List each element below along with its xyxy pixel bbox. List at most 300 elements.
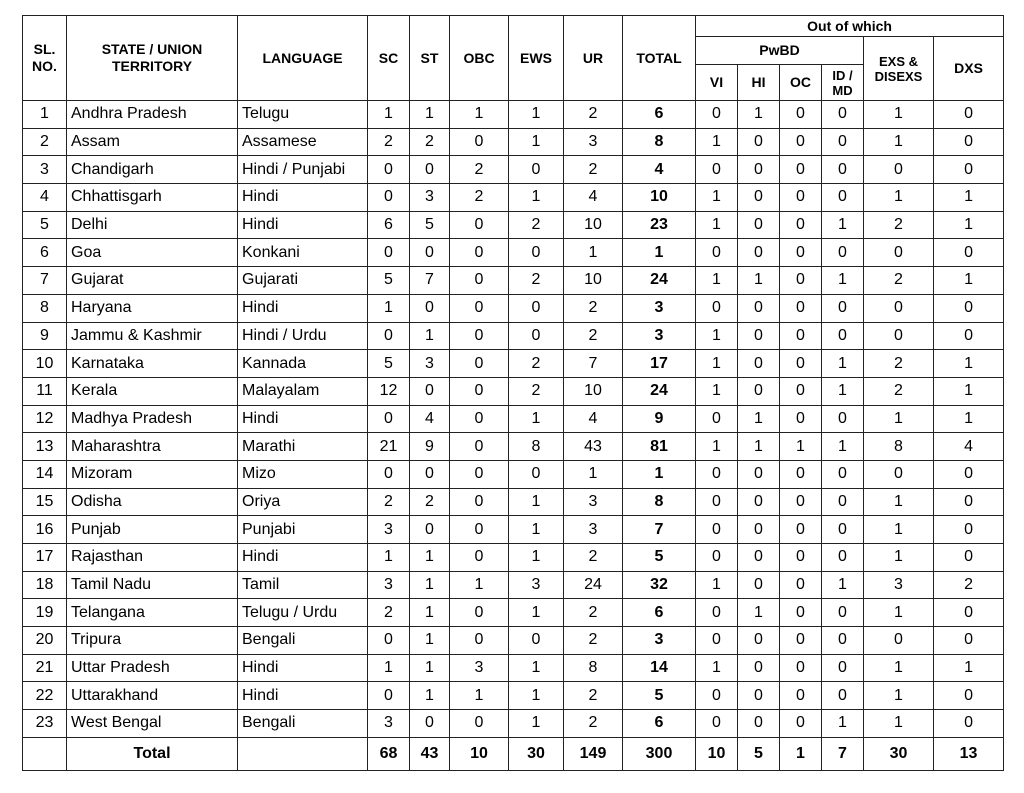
cell-dxs: 0 — [934, 101, 1004, 129]
cell-dxs: 2 — [934, 571, 1004, 599]
cell-hi: 0 — [738, 211, 780, 239]
cell-st: 0 — [410, 156, 450, 184]
cell-total: 3 — [623, 294, 696, 322]
cell-hi: 0 — [738, 294, 780, 322]
cell-language: Hindi / Punjabi — [238, 156, 368, 184]
cell-state: Kerala — [67, 377, 238, 405]
cell-ur: 10 — [564, 267, 623, 295]
cell-total: 5 — [623, 682, 696, 710]
cell-oc: 0 — [780, 239, 822, 267]
cell-total: 81 — [623, 433, 696, 461]
cell-ur: 24 — [564, 571, 623, 599]
cell-language: Hindi — [238, 654, 368, 682]
cell-language: Telugu — [238, 101, 368, 129]
total-obc: 10 — [450, 737, 509, 770]
cell-ur: 3 — [564, 488, 623, 516]
cell-exs: 0 — [864, 156, 934, 184]
cell-state: Haryana — [67, 294, 238, 322]
cell-sc: 12 — [368, 377, 410, 405]
cell-obc: 0 — [450, 627, 509, 655]
cell-state: Uttarakhand — [67, 682, 238, 710]
cell-sc: 5 — [368, 267, 410, 295]
cell-sc: 0 — [368, 184, 410, 212]
cell-obc: 0 — [450, 128, 509, 156]
cell-ur: 8 — [564, 654, 623, 682]
total-id-md: 7 — [822, 737, 864, 770]
cell-sc: 1 — [368, 544, 410, 572]
cell-ews: 0 — [509, 294, 564, 322]
cell-exs: 1 — [864, 599, 934, 627]
cell-ur: 2 — [564, 544, 623, 572]
cell-sl-no: 13 — [23, 433, 67, 461]
cell-state: Chhattisgarh — [67, 184, 238, 212]
cell-dxs: 0 — [934, 627, 1004, 655]
cell-exs: 1 — [864, 654, 934, 682]
table-row — [23, 184, 1004, 212]
cell-dxs: 1 — [934, 405, 1004, 433]
cell-state: Karnataka — [67, 350, 238, 378]
cell-total: 7 — [623, 516, 696, 544]
cell-vi: 1 — [696, 350, 738, 378]
cell-exs: 1 — [864, 101, 934, 129]
total-exs: 30 — [864, 737, 934, 770]
cell-hi: 1 — [738, 405, 780, 433]
cell-obc: 1 — [450, 101, 509, 129]
cell-oc: 0 — [780, 101, 822, 129]
cell-obc: 0 — [450, 377, 509, 405]
cell-st: 0 — [410, 294, 450, 322]
table-row — [23, 516, 1004, 544]
cell-ews: 0 — [509, 156, 564, 184]
table-header — [23, 16, 1004, 101]
total-total: 300 — [623, 737, 696, 770]
cell-exs: 1 — [864, 184, 934, 212]
cell-obc: 0 — [450, 405, 509, 433]
cell-id-md: 1 — [822, 267, 864, 295]
cell-st: 7 — [410, 267, 450, 295]
cell-hi: 0 — [738, 710, 780, 738]
cell-sl-no: 7 — [23, 267, 67, 295]
cell-ur: 2 — [564, 710, 623, 738]
cell-sl-no: 15 — [23, 488, 67, 516]
cell-vi: 0 — [696, 239, 738, 267]
cell-vi: 1 — [696, 267, 738, 295]
cell-ur: 43 — [564, 433, 623, 461]
cell-exs: 0 — [864, 239, 934, 267]
cell-language: Hindi — [238, 544, 368, 572]
cell-ews: 2 — [509, 211, 564, 239]
cell-total: 4 — [623, 156, 696, 184]
cell-total: 8 — [623, 128, 696, 156]
cell-vi: 1 — [696, 377, 738, 405]
cell-st: 3 — [410, 350, 450, 378]
cell-sc: 21 — [368, 433, 410, 461]
cell-vi: 1 — [696, 433, 738, 461]
cell-sl-no: 2 — [23, 128, 67, 156]
cell-state: Assam — [67, 128, 238, 156]
cell-exs: 2 — [864, 350, 934, 378]
total-dxs: 13 — [934, 737, 1004, 770]
cell-vi: 0 — [696, 710, 738, 738]
cell-state: Telangana — [67, 599, 238, 627]
table-row — [23, 156, 1004, 184]
cell-oc: 0 — [780, 377, 822, 405]
cell-id-md: 1 — [822, 710, 864, 738]
cell-state: Uttar Pradesh — [67, 654, 238, 682]
cell-total: 1 — [623, 239, 696, 267]
cell-dxs: 0 — [934, 128, 1004, 156]
cell-dxs: 0 — [934, 682, 1004, 710]
cell-oc: 0 — [780, 654, 822, 682]
cell-state: Andhra Pradesh — [67, 101, 238, 129]
cell-st: 0 — [410, 710, 450, 738]
cell-ews: 1 — [509, 516, 564, 544]
cell-vi: 0 — [696, 599, 738, 627]
cell-obc: 0 — [450, 350, 509, 378]
cell-dxs: 0 — [934, 294, 1004, 322]
cell-sl-no: 22 — [23, 682, 67, 710]
cell-hi: 0 — [738, 460, 780, 488]
cell-ews: 1 — [509, 654, 564, 682]
header-st: ST — [410, 16, 450, 101]
table-row — [23, 654, 1004, 682]
cell-ews: 0 — [509, 322, 564, 350]
total-vi: 10 — [696, 737, 738, 770]
cell-language: Hindi — [238, 294, 368, 322]
cell-ews: 3 — [509, 571, 564, 599]
cell-sc: 5 — [368, 350, 410, 378]
cell-dxs: 1 — [934, 377, 1004, 405]
cell-hi: 0 — [738, 488, 780, 516]
cell-oc: 0 — [780, 294, 822, 322]
cell-st: 3 — [410, 184, 450, 212]
table-row — [23, 433, 1004, 461]
cell-ur: 2 — [564, 627, 623, 655]
cell-obc: 1 — [450, 571, 509, 599]
header-pwbd: PwBD — [696, 37, 864, 65]
cell-exs: 1 — [864, 710, 934, 738]
cell-oc: 0 — [780, 682, 822, 710]
header-state: STATE / UNION TERRITORY — [67, 16, 238, 101]
cell-oc: 0 — [780, 267, 822, 295]
cell-oc: 0 — [780, 322, 822, 350]
cell-id-md: 0 — [822, 516, 864, 544]
cell-exs: 1 — [864, 405, 934, 433]
cell-sc: 2 — [368, 128, 410, 156]
cell-ews: 0 — [509, 460, 564, 488]
cell-id-md: 1 — [822, 211, 864, 239]
total-blank-cell — [23, 737, 67, 770]
total-sc: 68 — [368, 737, 410, 770]
cell-st: 0 — [410, 516, 450, 544]
table-row — [23, 322, 1004, 350]
table-row — [23, 544, 1004, 572]
cell-oc: 1 — [780, 433, 822, 461]
total-ur: 149 — [564, 737, 623, 770]
cell-language: Hindi — [238, 211, 368, 239]
cell-dxs: 0 — [934, 322, 1004, 350]
cell-id-md: 0 — [822, 322, 864, 350]
table-row — [23, 627, 1004, 655]
cell-dxs: 0 — [934, 460, 1004, 488]
cell-oc: 0 — [780, 405, 822, 433]
header-oc: OC — [780, 65, 822, 101]
cell-state: Chandigarh — [67, 156, 238, 184]
cell-dxs: 0 — [934, 516, 1004, 544]
cell-ur: 10 — [564, 211, 623, 239]
cell-vi: 0 — [696, 682, 738, 710]
cell-sl-no: 16 — [23, 516, 67, 544]
header-out-of-which: Out of which — [696, 16, 1004, 37]
cell-language: Oriya — [238, 488, 368, 516]
cell-ur: 3 — [564, 128, 623, 156]
cell-exs: 0 — [864, 294, 934, 322]
table-row — [23, 239, 1004, 267]
cell-hi: 0 — [738, 654, 780, 682]
cell-language: Bengali — [238, 710, 368, 738]
table-row — [23, 599, 1004, 627]
cell-ews: 1 — [509, 488, 564, 516]
total-blank-cell — [238, 737, 368, 770]
cell-id-md: 0 — [822, 599, 864, 627]
cell-sl-no: 6 — [23, 239, 67, 267]
cell-total: 9 — [623, 405, 696, 433]
cell-exs: 0 — [864, 460, 934, 488]
cell-obc: 0 — [450, 433, 509, 461]
cell-ews: 1 — [509, 682, 564, 710]
cell-id-md: 1 — [822, 377, 864, 405]
cell-state: Maharashtra — [67, 433, 238, 461]
table-row — [23, 128, 1004, 156]
cell-sl-no: 23 — [23, 710, 67, 738]
cell-sl-no: 1 — [23, 101, 67, 129]
cell-dxs: 0 — [934, 488, 1004, 516]
cell-dxs: 0 — [934, 156, 1004, 184]
cell-sl-no: 9 — [23, 322, 67, 350]
cell-obc: 0 — [450, 460, 509, 488]
cell-obc: 0 — [450, 294, 509, 322]
cell-hi: 1 — [738, 101, 780, 129]
cell-total: 24 — [623, 267, 696, 295]
total-st: 43 — [410, 737, 450, 770]
cell-oc: 0 — [780, 350, 822, 378]
cell-state: Tripura — [67, 627, 238, 655]
cell-sl-no: 4 — [23, 184, 67, 212]
cell-sl-no: 17 — [23, 544, 67, 572]
cell-language: Kannada — [238, 350, 368, 378]
cell-sc: 0 — [368, 322, 410, 350]
table-row — [23, 377, 1004, 405]
cell-id-md: 0 — [822, 294, 864, 322]
cell-obc: 0 — [450, 488, 509, 516]
cell-oc: 0 — [780, 184, 822, 212]
cell-id-md: 0 — [822, 627, 864, 655]
cell-sc: 0 — [368, 460, 410, 488]
cell-id-md: 0 — [822, 544, 864, 572]
table-row — [23, 710, 1004, 738]
cell-sc: 0 — [368, 627, 410, 655]
cell-obc: 0 — [450, 267, 509, 295]
cell-ur: 2 — [564, 599, 623, 627]
cell-language: Bengali — [238, 627, 368, 655]
cell-hi: 1 — [738, 267, 780, 295]
cell-ur: 1 — [564, 460, 623, 488]
cell-obc: 0 — [450, 322, 509, 350]
cell-ur: 10 — [564, 377, 623, 405]
cell-language: Hindi — [238, 184, 368, 212]
cell-st: 1 — [410, 101, 450, 129]
cell-vi: 0 — [696, 627, 738, 655]
cell-exs: 2 — [864, 211, 934, 239]
cell-vi: 0 — [696, 460, 738, 488]
cell-st: 9 — [410, 433, 450, 461]
cell-st: 1 — [410, 627, 450, 655]
cell-language: Marathi — [238, 433, 368, 461]
cell-hi: 0 — [738, 239, 780, 267]
cell-obc: 0 — [450, 211, 509, 239]
cell-hi: 1 — [738, 599, 780, 627]
cell-id-md: 0 — [822, 654, 864, 682]
cell-ur: 3 — [564, 516, 623, 544]
cell-language: Hindi / Urdu — [238, 322, 368, 350]
cell-total: 17 — [623, 350, 696, 378]
cell-obc: 2 — [450, 156, 509, 184]
cell-st: 1 — [410, 599, 450, 627]
header-vi: VI — [696, 65, 738, 101]
cell-hi: 0 — [738, 184, 780, 212]
cell-ews: 1 — [509, 184, 564, 212]
header-exs-disexs: EXS & DISEXS — [864, 37, 934, 101]
table-row — [23, 267, 1004, 295]
cell-state: West Bengal — [67, 710, 238, 738]
cell-vi: 1 — [696, 184, 738, 212]
cell-hi: 0 — [738, 350, 780, 378]
cell-hi: 0 — [738, 682, 780, 710]
cell-id-md: 0 — [822, 239, 864, 267]
cell-exs: 3 — [864, 571, 934, 599]
cell-id-md: 0 — [822, 101, 864, 129]
cell-ur: 2 — [564, 294, 623, 322]
cell-total: 24 — [623, 377, 696, 405]
cell-vi: 0 — [696, 156, 738, 184]
cell-st: 0 — [410, 377, 450, 405]
header-id-md: ID / MD — [822, 65, 864, 101]
cell-ews: 1 — [509, 544, 564, 572]
cell-ews: 1 — [509, 599, 564, 627]
cell-oc: 0 — [780, 460, 822, 488]
cell-state: Madhya Pradesh — [67, 405, 238, 433]
total-row — [23, 737, 1004, 770]
cell-state: Gujarat — [67, 267, 238, 295]
cell-state: Punjab — [67, 516, 238, 544]
cell-ews: 2 — [509, 350, 564, 378]
cell-id-md: 0 — [822, 488, 864, 516]
cell-ur: 1 — [564, 239, 623, 267]
total-ews: 30 — [509, 737, 564, 770]
header-total: TOTAL — [623, 16, 696, 101]
cell-sl-no: 10 — [23, 350, 67, 378]
cell-oc: 0 — [780, 599, 822, 627]
cell-language: Konkani — [238, 239, 368, 267]
cell-sl-no: 18 — [23, 571, 67, 599]
cell-vi: 1 — [696, 128, 738, 156]
cell-id-md: 0 — [822, 128, 864, 156]
cell-st: 1 — [410, 682, 450, 710]
cell-dxs: 4 — [934, 433, 1004, 461]
cell-total: 6 — [623, 599, 696, 627]
cell-hi: 0 — [738, 322, 780, 350]
cell-sl-no: 11 — [23, 377, 67, 405]
cell-sl-no: 12 — [23, 405, 67, 433]
cell-total: 10 — [623, 184, 696, 212]
table-row — [23, 682, 1004, 710]
cell-sl-no: 20 — [23, 627, 67, 655]
cell-hi: 0 — [738, 627, 780, 655]
cell-obc: 2 — [450, 184, 509, 212]
cell-st: 0 — [410, 239, 450, 267]
table-row — [23, 571, 1004, 599]
table-row — [23, 405, 1004, 433]
table-row — [23, 294, 1004, 322]
cell-language: Hindi — [238, 405, 368, 433]
cell-ur: 2 — [564, 156, 623, 184]
cell-language: Punjabi — [238, 516, 368, 544]
cell-vi: 0 — [696, 405, 738, 433]
cell-oc: 0 — [780, 488, 822, 516]
cell-ews: 1 — [509, 101, 564, 129]
cell-sc: 3 — [368, 516, 410, 544]
cell-language: Malayalam — [238, 377, 368, 405]
cell-dxs: 0 — [934, 544, 1004, 572]
cell-sl-no: 21 — [23, 654, 67, 682]
cell-ur: 2 — [564, 101, 623, 129]
cell-state: Jammu & Kashmir — [67, 322, 238, 350]
cell-total: 6 — [623, 710, 696, 738]
cell-hi: 0 — [738, 544, 780, 572]
header-ews: EWS — [509, 16, 564, 101]
cell-sc: 2 — [368, 488, 410, 516]
cell-sl-no: 8 — [23, 294, 67, 322]
cell-dxs: 1 — [934, 211, 1004, 239]
cell-st: 1 — [410, 654, 450, 682]
cell-vi: 1 — [696, 571, 738, 599]
cell-total: 5 — [623, 544, 696, 572]
cell-sc: 0 — [368, 682, 410, 710]
vacancy-table — [22, 15, 1004, 771]
cell-sc: 6 — [368, 211, 410, 239]
cell-sl-no: 14 — [23, 460, 67, 488]
cell-total: 3 — [623, 322, 696, 350]
cell-total: 23 — [623, 211, 696, 239]
cell-dxs: 1 — [934, 654, 1004, 682]
cell-language: Hindi — [238, 682, 368, 710]
cell-sc: 0 — [368, 405, 410, 433]
cell-language: Telugu / Urdu — [238, 599, 368, 627]
cell-ur: 2 — [564, 322, 623, 350]
cell-hi: 0 — [738, 571, 780, 599]
header-sl-no: SL. NO. — [23, 16, 67, 101]
cell-exs: 1 — [864, 544, 934, 572]
cell-exs: 0 — [864, 322, 934, 350]
cell-st: 2 — [410, 488, 450, 516]
table-row — [23, 460, 1004, 488]
cell-obc: 1 — [450, 682, 509, 710]
cell-exs: 8 — [864, 433, 934, 461]
cell-id-md: 1 — [822, 350, 864, 378]
cell-st: 1 — [410, 571, 450, 599]
header-language: LANGUAGE — [238, 16, 368, 101]
cell-id-md: 0 — [822, 184, 864, 212]
